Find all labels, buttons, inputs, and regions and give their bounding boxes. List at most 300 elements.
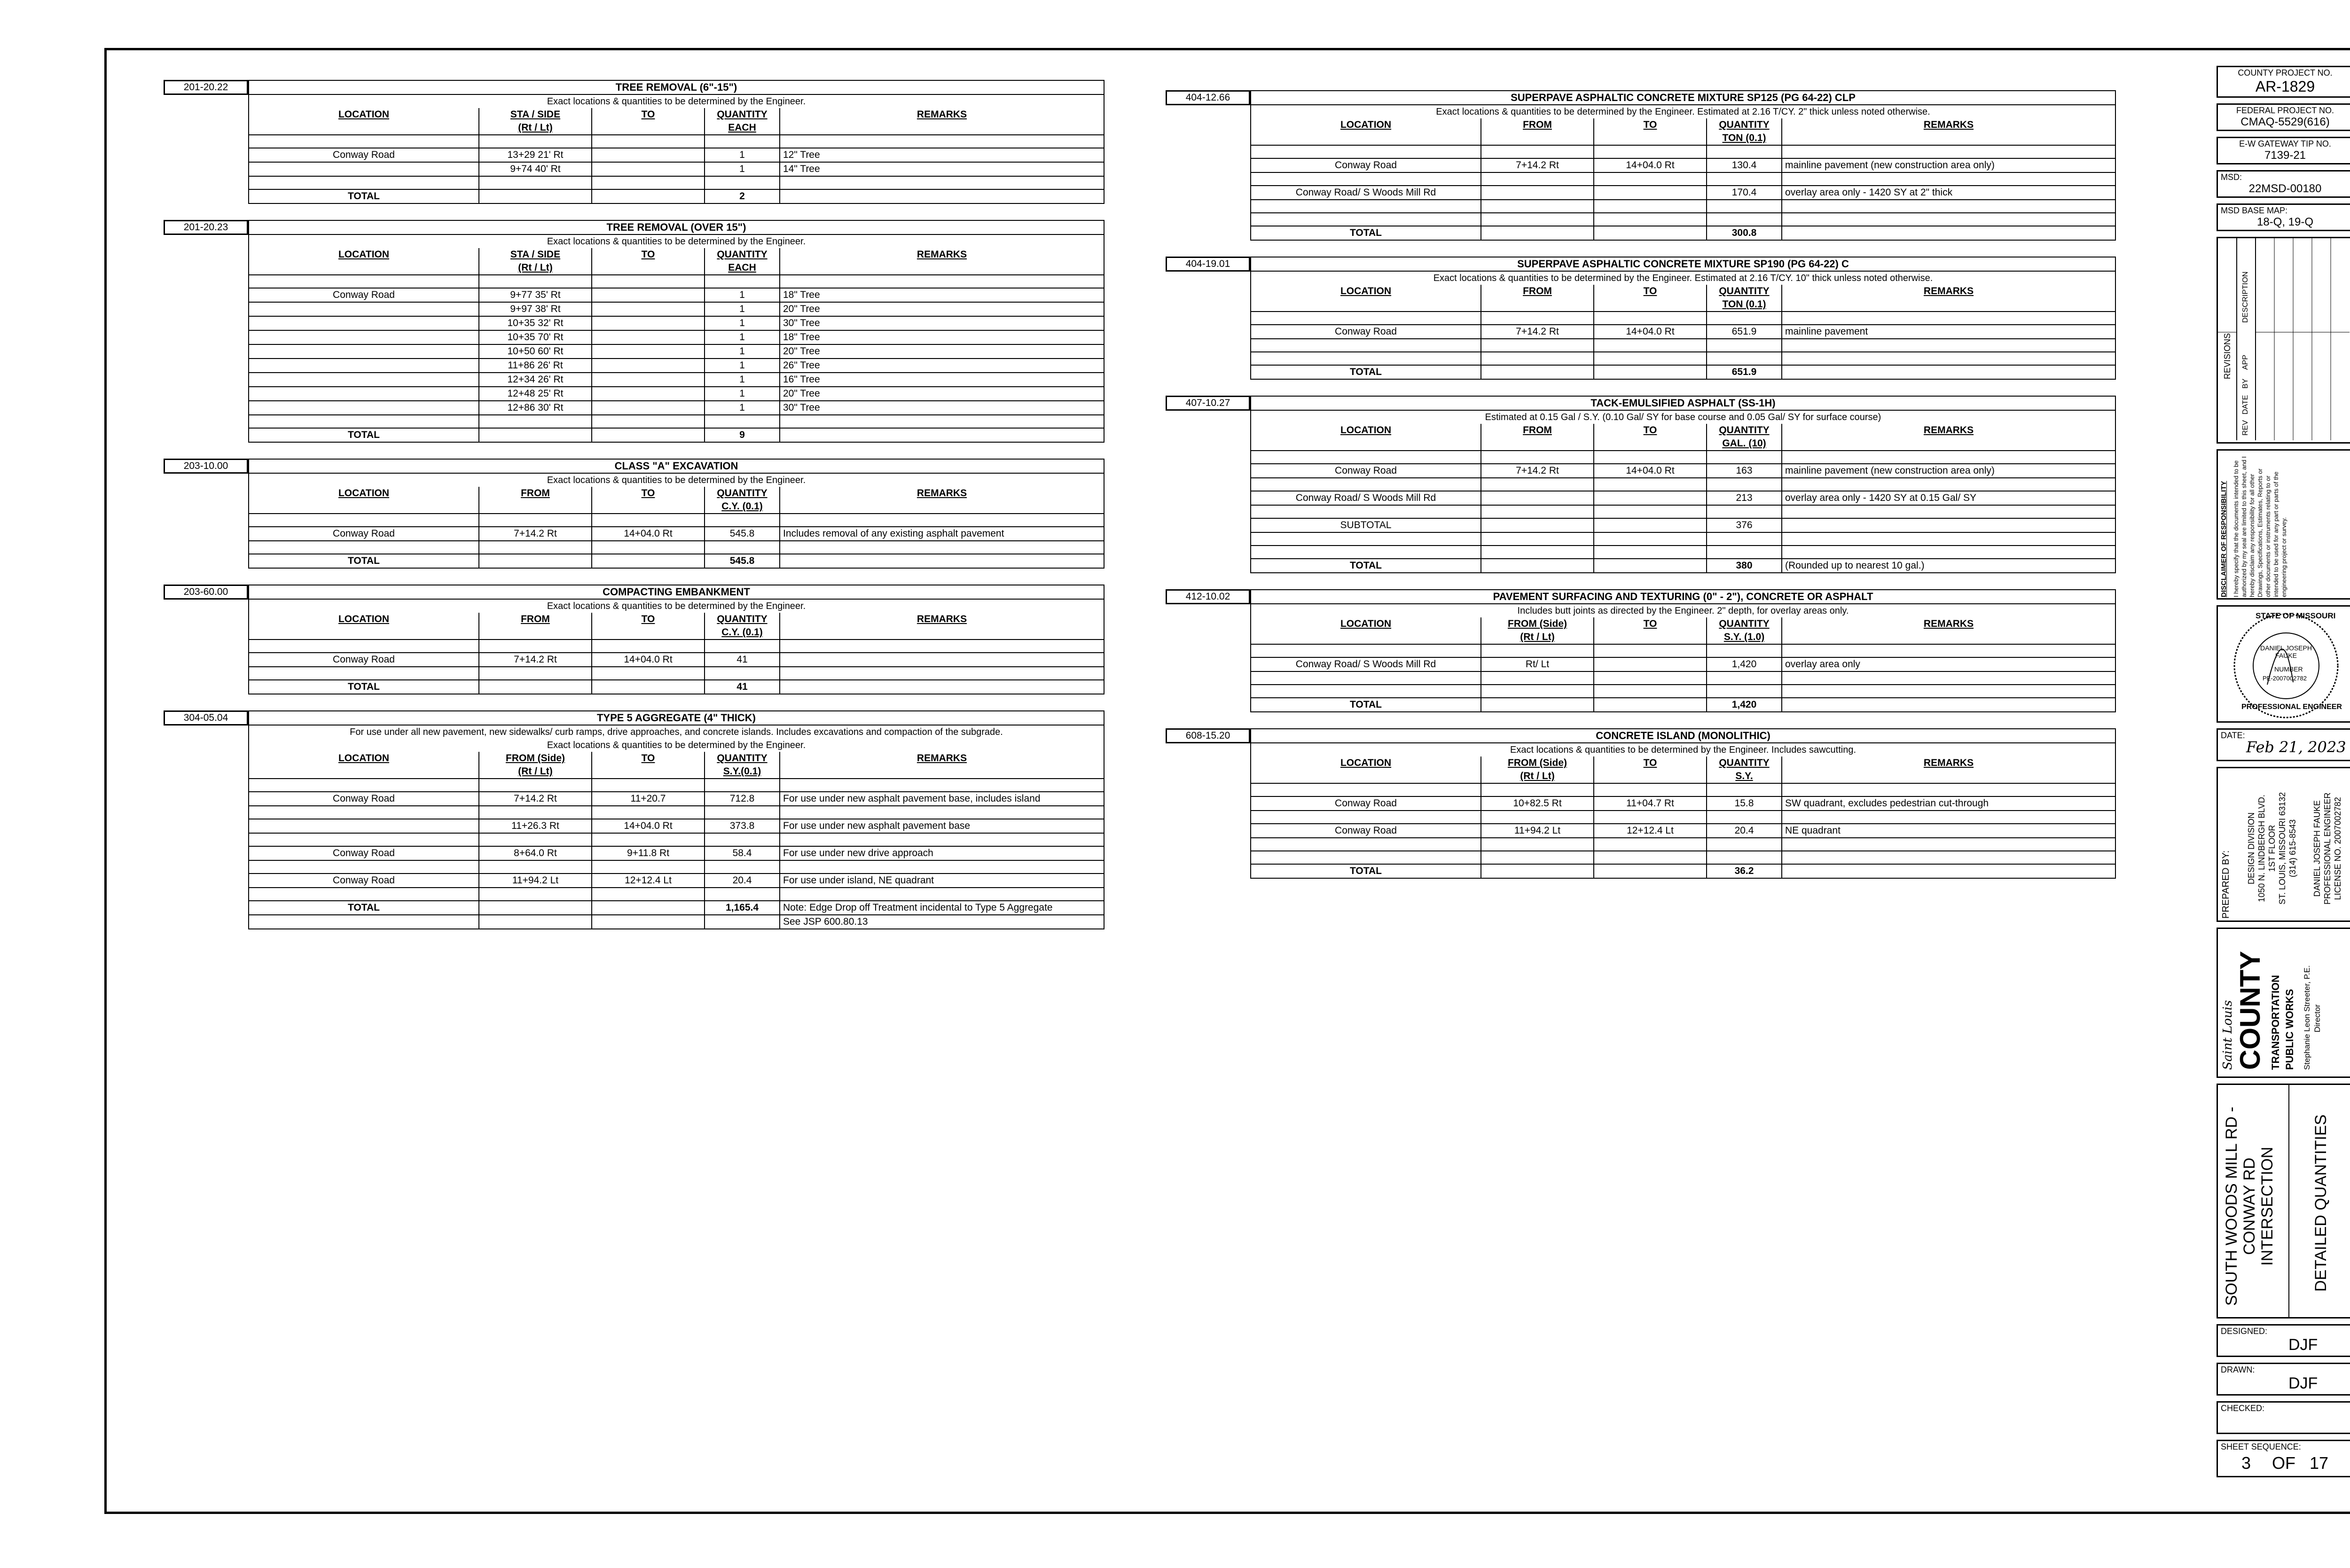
total-row-cell — [1481, 226, 1594, 240]
table-row-cell: 130.4 — [1707, 158, 1782, 172]
total-row-cell — [592, 428, 705, 442]
blank-cell — [1782, 172, 2115, 186]
blank-cell — [705, 135, 780, 148]
blank-cell — [780, 415, 1104, 428]
table-row — [249, 330, 1104, 344]
subheader-row-cell — [479, 626, 592, 640]
total-row-cell — [1782, 864, 2115, 878]
blank-cell — [780, 640, 1104, 653]
blank-cell — [1782, 451, 2115, 464]
total-row-cell — [1481, 559, 1594, 573]
total-row-cell — [1782, 365, 2115, 379]
blank-row — [1251, 478, 2115, 491]
table-row-cell — [249, 373, 479, 387]
table-row-cell: SW quadrant, excludes pedestrian cut-through — [1782, 796, 2115, 811]
date-cell — [2217, 728, 2350, 761]
total-row-cell — [479, 428, 592, 442]
blank-cell — [1782, 478, 2115, 491]
subheader-row — [249, 261, 1104, 275]
blank-cell — [249, 915, 479, 929]
subheader-row-cell — [780, 765, 1104, 779]
table-row-cell: Conway Road — [249, 288, 479, 302]
blank-cell — [1251, 451, 1481, 464]
blank-cell — [592, 806, 705, 819]
blank-row — [249, 415, 1104, 428]
total-row-cell: 651.9 — [1707, 365, 1782, 379]
blank-cell — [1251, 312, 1481, 325]
blank-cell — [592, 888, 705, 901]
total-row-cell: (Rounded up to nearest 10 gal.) — [1782, 559, 2115, 573]
logo-director: Stephanie Leon Streeter, P.E. — [2303, 965, 2311, 1070]
blank-cell — [1251, 851, 1481, 864]
blank-cell — [592, 640, 705, 653]
header-row-cell: TO — [1594, 285, 1707, 298]
total-row-cell — [1481, 864, 1594, 878]
blank-cell — [1594, 811, 1707, 824]
blank-cell — [1782, 352, 2115, 365]
subheader-row-cell — [1594, 631, 1707, 644]
table-row-cell: 14+04.0 Rt — [1594, 464, 1707, 478]
table-title: TREE REMOVAL (6"-15") — [249, 80, 1104, 94]
blank-cell — [479, 640, 592, 653]
county-project-cell — [2217, 66, 2350, 98]
header-row-cell: QUANTITY — [1707, 617, 1782, 631]
header-row-cell: QUANTITY — [705, 487, 780, 500]
blank-cell — [1782, 505, 2115, 518]
table-title: SUPERPAVE ASPHALTIC CONCRETE MIXTURE SP125 (PG 64-22) CLP — [1251, 91, 2115, 105]
table-row-cell: 11+86 26' Rt — [479, 359, 592, 373]
table-row-cell — [1481, 186, 1594, 200]
revisions-label: REVISIONS — [2223, 333, 2232, 379]
project-title-line: SOUTH WOODS MILL RD - — [2223, 1107, 2240, 1306]
table-row-cell: 15.8 — [1707, 796, 1782, 811]
table-row-cell: 14+04.0 Rt — [592, 653, 705, 667]
blank-cell — [249, 541, 479, 554]
blank-cell — [1251, 783, 1481, 796]
table-row-cell — [592, 344, 705, 359]
disclaimer-title: DISCLAIMER OF RESPONSIBILITY — [2220, 481, 2228, 597]
header-row-cell: LOCATION — [249, 248, 479, 261]
table-row — [249, 792, 1104, 806]
table-row-cell: Conway Road — [1251, 796, 1481, 811]
blank-cell — [705, 779, 780, 792]
total-row-cell: TOTAL — [249, 189, 479, 203]
federal-project-cell — [2217, 103, 2350, 131]
quantity-table — [1250, 257, 2116, 380]
blank-row — [1251, 811, 2115, 824]
total-row-cell: TOTAL — [1251, 864, 1481, 878]
blank-cell — [249, 806, 479, 819]
blank-cell — [1481, 644, 1594, 657]
header-row-cell: LOCATION — [1251, 757, 1481, 770]
total-row-cell — [479, 680, 592, 694]
quantity-table — [1250, 90, 2116, 241]
header-row-cell: REMARKS — [1782, 757, 2115, 770]
blank-row — [249, 806, 1104, 819]
blank-cell — [479, 779, 592, 792]
table-row-cell: Conway Road — [249, 792, 479, 806]
table-row-cell — [592, 359, 705, 373]
blank-cell — [705, 833, 780, 846]
blank-cell — [1782, 838, 2115, 851]
header-row-cell: LOCATION — [1251, 118, 1481, 132]
blank-cell — [1707, 811, 1782, 824]
blank-cell — [1481, 532, 1594, 546]
total-row-cell — [780, 554, 1104, 568]
blank-cell — [1782, 851, 2115, 864]
table-row-cell: Conway Road — [249, 148, 479, 162]
rev-col-date: DATE — [2241, 395, 2249, 414]
table-row-cell — [592, 148, 705, 162]
title-block — [2217, 66, 2350, 1483]
blank-cell — [1481, 352, 1594, 365]
table-row — [249, 148, 1104, 162]
total-row — [1251, 559, 2115, 573]
table-row-cell: 1 — [705, 373, 780, 387]
table-row-cell — [1594, 491, 1707, 505]
quantity-table-block — [1166, 728, 2124, 879]
table-row — [249, 316, 1104, 330]
total-row — [249, 901, 1104, 915]
table-note: Includes butt joints as directed by the Engineer. 2" depth, for overlay areas only. — [1251, 604, 2115, 617]
blank-cell — [1251, 200, 1481, 213]
logo-public-works: PUBLIC WORKS — [2284, 989, 2295, 1070]
table-row-cell — [592, 401, 705, 415]
item-number: 404-12.66 — [1166, 90, 1250, 105]
header-row-cell: REMARKS — [780, 613, 1104, 626]
blank-cell — [1594, 671, 1707, 685]
table-row-cell: 16" Tree — [780, 373, 1104, 387]
blank-row — [1251, 145, 2115, 158]
total-row-cell: TOTAL — [249, 428, 479, 442]
table-row-cell: 30" Tree — [780, 316, 1104, 330]
blank-cell — [1594, 644, 1707, 657]
subheader-row-cell: EACH — [705, 121, 780, 135]
table-row-cell: For use under new asphalt pavement base — [780, 819, 1104, 833]
table-row-cell: 1 — [705, 330, 780, 344]
blank-cell — [1782, 145, 2115, 158]
subheader-row-cell — [249, 765, 479, 779]
table-row-cell: 14+04.0 Rt — [1594, 325, 1707, 339]
blank-cell — [1707, 451, 1782, 464]
blank-cell — [1481, 172, 1594, 186]
blank-row — [1251, 339, 2115, 352]
table-row-cell — [592, 288, 705, 302]
subheader-row — [1251, 770, 2115, 783]
blank-cell — [592, 915, 705, 929]
blank-cell — [479, 806, 592, 819]
blank-cell — [1594, 213, 1707, 226]
blank-cell — [1251, 505, 1481, 518]
total-row-cell: 2 — [705, 189, 780, 203]
total-row-cell — [1594, 698, 1707, 712]
table-row — [249, 344, 1104, 359]
header-row-cell: QUANTITY — [705, 248, 780, 261]
blank-cell — [249, 833, 479, 846]
prepared-by-box — [2217, 767, 2350, 922]
table-row — [1251, 518, 2115, 532]
blank-cell — [780, 779, 1104, 792]
table-row-cell: 376 — [1707, 518, 1782, 532]
table-row-cell: 7+14.2 Rt — [1481, 464, 1594, 478]
blank-cell — [479, 860, 592, 874]
quantity-table-block — [164, 80, 1118, 204]
blank-row — [249, 541, 1104, 554]
total-row-cell — [592, 554, 705, 568]
revisions-grid — [2218, 238, 2350, 440]
header-row-cell: STA / SIDE — [479, 248, 592, 261]
total-row-cell — [1782, 698, 2115, 712]
quantity-table-block — [1166, 257, 2124, 380]
header-row-cell: REMARKS — [1782, 285, 2115, 298]
total-row-cell: 300.8 — [1707, 226, 1782, 240]
total-row-cell — [1782, 226, 2115, 240]
blank-cell — [1481, 851, 1594, 864]
table-row-cell: 41 — [705, 653, 780, 667]
subheader-row-cell: TON (0.1) — [1707, 132, 1782, 145]
table-row-cell: Conway Road — [249, 846, 479, 860]
quantity-table-block — [1166, 90, 2124, 241]
header-row-cell: FROM — [1481, 285, 1594, 298]
blank-cell — [592, 860, 705, 874]
item-number: 201-20.23 — [164, 220, 248, 235]
blank-row — [1251, 851, 2115, 864]
project-title — [2223, 1107, 2276, 1306]
total-row-cell — [479, 189, 592, 203]
blank-cell — [1707, 213, 1782, 226]
table-row-cell: 14" Tree — [780, 162, 1104, 176]
header-row — [1251, 285, 2115, 298]
header-row-cell: FROM — [479, 487, 592, 500]
subheader-row-cell — [1481, 132, 1594, 145]
blank-cell — [1782, 644, 2115, 657]
subheader-row-cell — [592, 121, 705, 135]
federal-project-label: FEDERAL PROJECT NO. — [2236, 106, 2334, 115]
total-row-cell: TOTAL — [249, 901, 479, 915]
table-row-cell — [249, 302, 479, 316]
subheader-row-cell — [592, 500, 705, 514]
subheader-row-cell — [1594, 132, 1707, 145]
total-row-cell — [1594, 226, 1707, 240]
msd-map-label: MSD BASE MAP: — [2221, 206, 2288, 215]
drawn-label: DRAWN: — [2221, 1365, 2255, 1374]
table-row — [249, 162, 1104, 176]
total-row-cell — [479, 554, 592, 568]
quantity-table — [1250, 396, 2116, 573]
logo-director-title: Director — [2313, 1004, 2322, 1032]
seal-number-label: NUMBER — [2274, 665, 2303, 673]
subheader-row-cell — [780, 626, 1104, 640]
blank-row — [1251, 838, 2115, 851]
blank-cell — [1782, 213, 2115, 226]
blank-row — [249, 640, 1104, 653]
table-title: CLASS "A" EXCAVATION — [249, 459, 1104, 473]
header-row-cell: FROM — [1481, 424, 1594, 437]
table-row-cell — [249, 330, 479, 344]
total-row-cell: Note: Edge Drop off Treatment incidental to Type 5 Aggregate — [780, 901, 1104, 915]
total-row-cell: 1,420 — [1707, 698, 1782, 712]
table-row-cell: 12+12.4 Lt — [1594, 824, 1707, 838]
blank-cell — [1782, 312, 2115, 325]
rev-col-app: APP — [2241, 354, 2249, 370]
blank-cell — [592, 415, 705, 428]
table-row — [249, 874, 1104, 888]
quantity-table — [248, 80, 1104, 204]
title-divider — [2288, 1085, 2289, 1317]
table-row-cell — [249, 344, 479, 359]
prepared-address — [2246, 792, 2298, 905]
subheader-row-cell — [592, 626, 705, 640]
table-row-cell — [1481, 518, 1594, 532]
rev-col-rev: REV — [2241, 420, 2249, 436]
table-row-cell — [1481, 491, 1594, 505]
table-note: For use under all new pavement, new sidewalks/ curb ramps, drive approaches, and concrete islands. Includes excavations and compaction of the subgrade. — [249, 725, 1104, 739]
prepared-line: 1ST FLOOR — [2267, 825, 2277, 872]
table-row-cell: 13+29 21' Rt — [479, 148, 592, 162]
table-row-cell: 58.4 — [705, 846, 780, 860]
table-row-cell: mainline pavement — [1782, 325, 2115, 339]
blank-row — [1251, 532, 2115, 546]
blank-row — [1251, 172, 2115, 186]
subheader-row-cell — [249, 626, 479, 640]
blank-cell — [1251, 478, 1481, 491]
subheader-row-cell — [592, 765, 705, 779]
table-row-cell: 8+64.0 Rt — [479, 846, 592, 860]
table-row-cell: 545.8 — [705, 527, 780, 541]
blank-cell — [1782, 811, 2115, 824]
table-note: Exact locations & quantities to be determined by the Engineer. — [249, 94, 1104, 108]
table-row-cell: 1,420 — [1707, 657, 1782, 671]
subheader-row-cell: (Rt / Lt) — [479, 765, 592, 779]
table-row-cell: Rt/ Lt — [1481, 657, 1594, 671]
rev-col-by: BY — [2241, 378, 2249, 389]
blank-cell — [705, 915, 780, 929]
blank-cell — [592, 667, 705, 680]
blank-cell — [1782, 339, 2115, 352]
seal-state: STATE OF MISSOURI — [2256, 611, 2336, 620]
table-row-cell: 11+26.3 Rt — [479, 819, 592, 833]
table-row — [249, 302, 1104, 316]
blank-cell — [479, 415, 592, 428]
blank-cell — [1594, 838, 1707, 851]
subheader-row-cell — [249, 500, 479, 514]
subheader-row-cell — [1594, 770, 1707, 783]
blank-cell — [705, 888, 780, 901]
header-row-cell: TO — [592, 108, 705, 121]
total-row-cell: TOTAL — [1251, 365, 1481, 379]
blank-cell — [1594, 532, 1707, 546]
blank-cell — [249, 779, 479, 792]
total-row-cell: TOTAL — [1251, 559, 1481, 573]
subheader-row-cell — [1251, 770, 1481, 783]
blank-cell — [780, 514, 1104, 527]
table-row-cell — [592, 330, 705, 344]
engineer-line: PROFESSIONAL ENGINEER — [2323, 792, 2332, 905]
federal-project-value: CMAQ-5529(616) — [2240, 116, 2330, 128]
table-row-cell: overlay area only — [1782, 657, 2115, 671]
table-row-cell: 10+82.5 Rt — [1481, 796, 1594, 811]
blank-cell — [1707, 145, 1782, 158]
prepared-line: (314) 615-8543 — [2288, 819, 2297, 877]
sheet-sequence-cell — [2217, 1440, 2350, 1477]
blank-cell — [1707, 532, 1782, 546]
subheader-row — [249, 121, 1104, 135]
table-row-cell — [1594, 657, 1707, 671]
table-row-cell: 11+20.7 — [592, 792, 705, 806]
seal-name: DANIEL JOSEPH FAUKE — [2260, 644, 2312, 659]
blank-row — [1251, 352, 2115, 365]
blank-cell — [592, 275, 705, 288]
blank-cell — [1251, 213, 1481, 226]
blank-cell — [1594, 546, 1707, 559]
checked-label: CHECKED: — [2221, 1404, 2265, 1413]
blank-cell — [1782, 532, 2115, 546]
table-row — [1251, 158, 2115, 172]
table-row-cell: 1 — [705, 162, 780, 176]
blank-cell — [1707, 352, 1782, 365]
msd-cell — [2217, 170, 2350, 198]
tip-label: E-W GATEWAY TIP NO. — [2239, 139, 2331, 148]
table-row-cell: 170.4 — [1707, 186, 1782, 200]
table-row — [249, 846, 1104, 860]
table-row-cell: 651.9 — [1707, 325, 1782, 339]
subheader-row-cell — [1251, 437, 1481, 451]
header-row — [1251, 424, 2115, 437]
blank-cell — [1594, 478, 1707, 491]
table-row-cell — [249, 401, 479, 415]
engineer-line: LICENSE NO. 2007002782 — [2333, 797, 2342, 900]
msd-map-cell — [2217, 203, 2350, 231]
blank-cell — [479, 135, 592, 148]
header-row-cell: LOCATION — [1251, 285, 1481, 298]
item-number: 304-05.04 — [164, 710, 248, 725]
table-row-cell: 20.4 — [1707, 824, 1782, 838]
quantity-table — [248, 585, 1104, 694]
blank-cell — [1707, 172, 1782, 186]
table-row-cell: 11+94.2 Lt — [1481, 824, 1594, 838]
table-row — [249, 373, 1104, 387]
checked-cell — [2217, 1401, 2350, 1434]
header-row-cell: QUANTITY — [1707, 285, 1782, 298]
subheader-row-cell — [479, 500, 592, 514]
subheader-row-cell — [1481, 298, 1594, 312]
blank-cell — [1594, 783, 1707, 796]
header-row-cell: REMARKS — [780, 108, 1104, 121]
quantity-table-block — [1166, 396, 2124, 573]
subheader-row — [249, 500, 1104, 514]
table-row — [249, 401, 1104, 415]
header-row-cell: QUANTITY — [1707, 757, 1782, 770]
table-row-cell — [592, 162, 705, 176]
project-title-line: CONWAY RD — [2240, 1157, 2258, 1255]
table-row-cell: 9+11.8 Rt — [592, 846, 705, 860]
table-row-cell: Conway Road/ S Woods Mill Rd — [1251, 657, 1481, 671]
subheader-row — [249, 626, 1104, 640]
blank-cell — [1707, 505, 1782, 518]
table-row-cell: 11+04.7 Rt — [1594, 796, 1707, 811]
total-row — [1251, 365, 2115, 379]
table-row-cell: 20" Tree — [780, 387, 1104, 401]
table-title: COMPACTING EMBANKMENT — [249, 585, 1104, 599]
tip-value: 7139-21 — [2264, 149, 2306, 162]
blank-cell — [1251, 671, 1481, 685]
header-row — [249, 752, 1104, 765]
table-row-cell: 30" Tree — [780, 401, 1104, 415]
table-row-cell: 163 — [1707, 464, 1782, 478]
table-row-cell — [249, 316, 479, 330]
table-row — [249, 387, 1104, 401]
table-row-cell: mainline pavement (new construction area only) — [1782, 464, 2115, 478]
